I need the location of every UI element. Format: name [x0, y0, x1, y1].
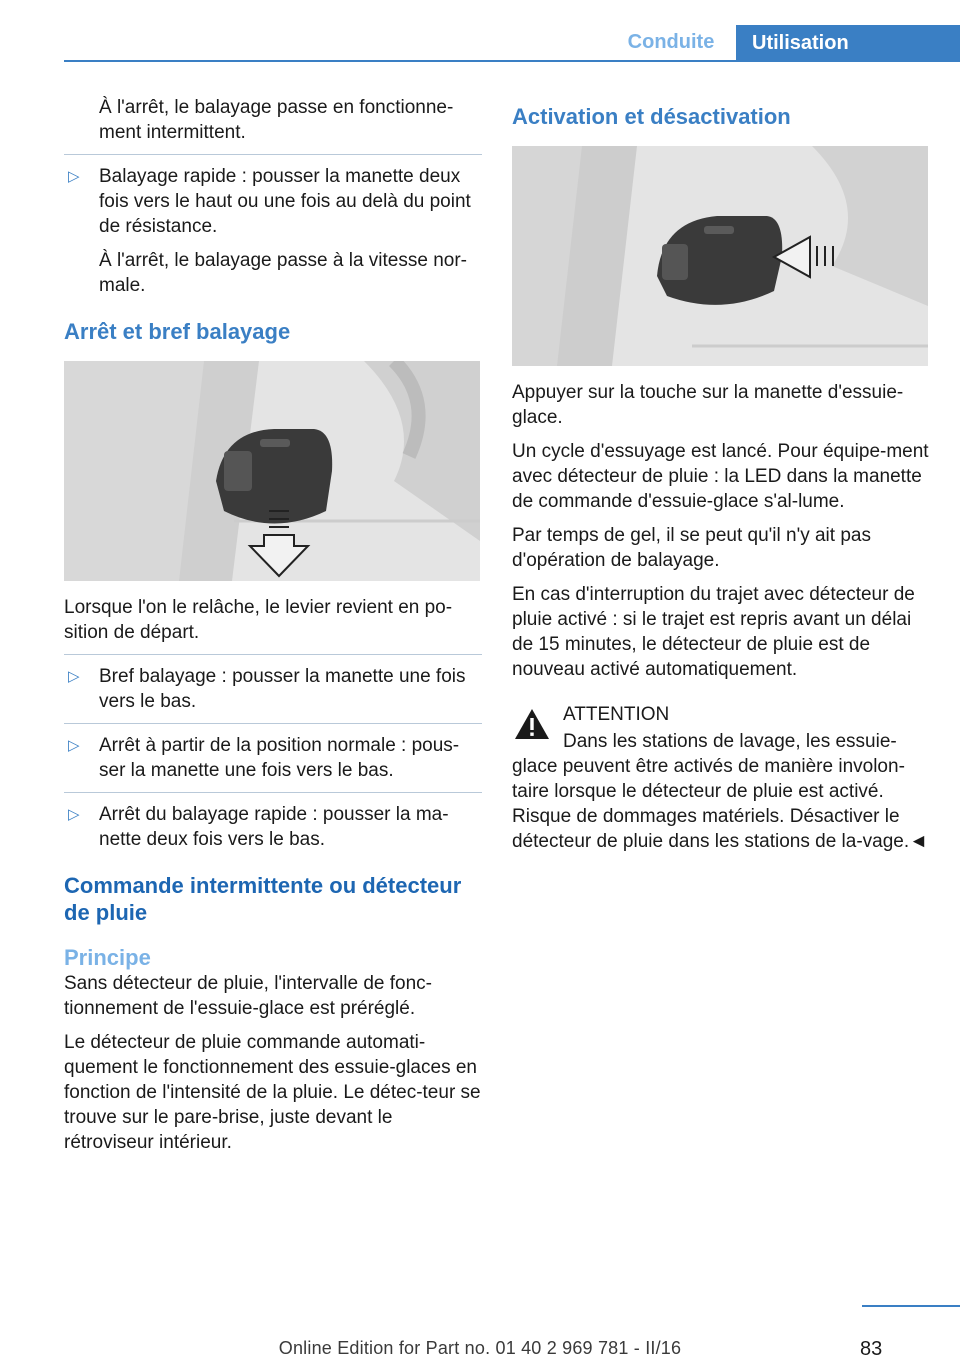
paragraph-relache: Lorsque l'on le relâche, le levier revient en po-sition de départ.: [64, 597, 453, 643]
list-item-bref-balayage: [64, 664, 482, 714]
paragraph-gel: Par temps de gel, il se peut qu'il n'y ait pas d'opération de balayage.: [512, 525, 871, 571]
list-divider: [64, 654, 482, 655]
paragraph-cycle-essuyage: Un cycle d'essuyage est lancé. Pour équipe-ment avec détecteur de pluie : la LED dans la manette de commande d'essuie-glace s'al-lume.: [512, 441, 929, 512]
warning-text: glace peuvent être activés de manière involon-taire lorsque le détecteur de pluie est activé. Risque de dommages matériels. Désactiver le détecteur de pluie dans les stations de la-vage.◄: [512, 756, 928, 852]
paragraph-appuyer: Appuyer sur la touche sur la manette d'essuie-glace.: [512, 382, 904, 428]
triangle-bullet-icon: ▷: [68, 668, 80, 685]
paragraph-vitesse-normale: À l'arrêt, le balayage passe à la vitesse nor-male.: [99, 250, 467, 296]
list-item-arret-position-normale: [64, 733, 482, 783]
paragraph-intermittent: À l'arrêt, le balayage passe en fonctionne-ment intermittent.: [99, 97, 454, 143]
figure-lever-button: [512, 146, 928, 366]
list-divider: [64, 792, 482, 793]
warning-first-line: Dans les stations de lavage, les essuie-: [563, 731, 897, 752]
tab-conduite[interactable]: Conduite: [627, 31, 715, 53]
heading-activation-desactivation: Activation et désactivation: [512, 104, 791, 129]
heading-principe: Principe: [64, 945, 151, 970]
list-item-text: Balayage rapide : pousser la manette deux fois vers le haut ou une fois au delà du point de résistance.: [99, 166, 471, 237]
page-number: 83: [860, 1338, 883, 1360]
list-item-text: Arrêt à partir de la position normale : pous-ser la manette une fois vers le bas.: [99, 735, 460, 781]
triangle-bullet-icon: ▷: [68, 168, 80, 185]
list-divider: [64, 723, 482, 724]
list-item-text: Arrêt du balayage rapide : pousser la ma-nette deux fois vers le bas.: [99, 804, 449, 850]
warning-title: ATTENTION: [563, 704, 670, 725]
paragraph-interruption: En cas d'interruption du trajet avec détecteur de pluie activé : si le trajet est repris avant un délai de 15 minutes, le détecteur de pluie est de nouveau activé automatiquement.: [512, 584, 915, 680]
list-item-text: Bref balayage : pousser la manette une fois vers le bas.: [99, 666, 466, 712]
tab-utilisation[interactable]: Utilisation: [736, 25, 960, 62]
warning-box: [512, 702, 932, 854]
left-column: [64, 95, 482, 1164]
heading-commande-intermittente: Commande intermittente ou détecteur de pluie: [64, 873, 462, 925]
figure-lever-down: [64, 361, 480, 581]
list-item-balayage-rapide: [64, 164, 482, 239]
edition-footer: Online Edition for Part no. 01 40 2 969 781 - II/16: [278, 1338, 682, 1358]
right-column: [512, 95, 932, 863]
triangle-bullet-icon: ▷: [68, 806, 80, 823]
warning-triangle-icon: [514, 708, 550, 740]
footer-rule: [862, 1305, 960, 1307]
triangle-bullet-icon: ▷: [68, 737, 80, 754]
heading-arret-bref-balayage: Arrêt et bref balayage: [64, 319, 291, 344]
paragraph-detecteur-pluie: Le détecteur de pluie commande automati-quement le fonctionnement des essuie-glaces en fonction de l'intensité de la pluie. Le détec-teur se trouve sur le pare-brise, juste devant le rétroviseur intérieur.: [64, 1032, 481, 1153]
list-divider: [64, 154, 482, 155]
list-item-arret-balayage-rapide: [64, 802, 482, 852]
paragraph-sans-detecteur: Sans détecteur de pluie, l'intervalle de fonc-tionnement de l'essuie-glace est préréglé.: [64, 973, 433, 1019]
